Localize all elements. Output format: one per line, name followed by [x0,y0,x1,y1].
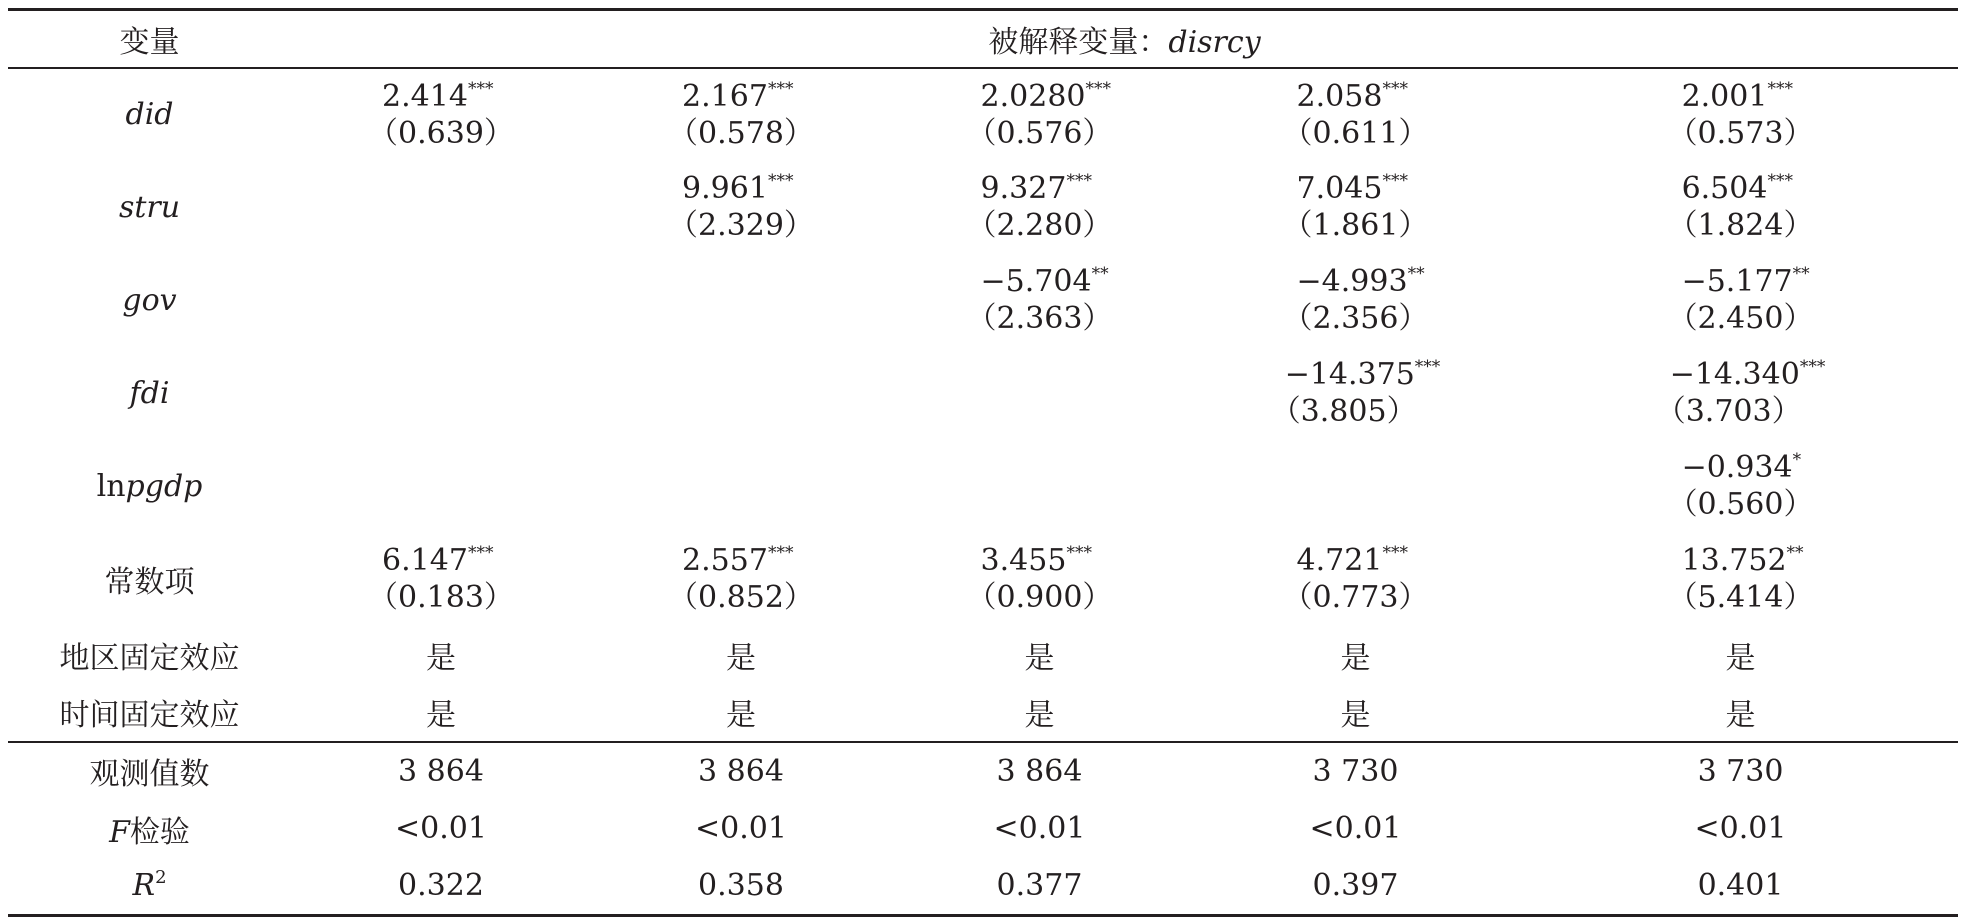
coefficient-row [8,161,1958,254]
statistic-value: 0.401 [1523,858,1958,916]
variable-name: fdi [129,375,170,411]
estimate-value: 6.147 [382,543,468,578]
estimate-line [1271,356,1441,393]
standard-error: （2.363） [966,301,1113,336]
significance-stars: *** [1085,78,1112,99]
significance-stars: *** [467,78,494,99]
estimate-block [668,170,814,244]
significance-stars: ** [1091,264,1109,284]
estimate-block [1283,542,1429,616]
standard-error: （0.576） [966,115,1113,151]
estimate-value: 6.504 [1681,171,1768,206]
significance-stars: *** [767,171,794,191]
coefficient-cell [1188,533,1523,626]
coefficient-cell [1188,440,1523,533]
statistic-symbol: R [132,868,156,904]
significance-stars: *** [1066,543,1092,563]
estimate-block [1283,263,1429,337]
significance-stars: *** [767,78,794,99]
estimate-block [967,78,1113,152]
statistic-label [8,742,291,800]
fixed-effect-value: 是 [426,640,456,676]
statistic-value: 3 864 [891,742,1188,800]
fixed-effect-value: 是 [426,698,456,733]
estimate-value: 3.455 [980,543,1067,578]
significance-stars: *** [1066,171,1092,191]
statistic-value: <0.01 [1309,811,1402,846]
estimate-block [668,542,814,616]
significance-stars: *** [1767,171,1793,191]
estimate-line [368,78,514,115]
statistic-value: 0.397 [1188,858,1523,916]
statistic-value: 3 730 [1188,742,1523,800]
estimate-value: 7.045 [1296,171,1383,206]
significance-stars: ** [1786,543,1804,563]
statistic-row [8,858,1958,916]
estimate-line [668,78,814,115]
significance-stars: ** [1407,264,1425,284]
significance-stars: *** [1382,171,1408,191]
statistic-value: 0.377 [891,858,1188,916]
fixed-effect-value: 是 [726,640,756,676]
estimate-value: 2.058 [1296,78,1383,114]
estimate-line [1668,449,1814,486]
coefficient-cell [291,161,591,254]
estimate-line [1283,263,1429,300]
coefficient-cell [891,533,1188,626]
coefficient-cell [591,254,891,347]
coefficient-row [8,533,1958,626]
estimate-line [1668,263,1814,300]
coefficient-cell [891,347,1188,440]
coefficient-cell [1188,347,1523,440]
standard-error: （2.450） [1667,301,1814,336]
standard-error: （2.329） [668,208,814,243]
header-variable-label: 变量 [8,10,291,68]
estimate-block [1668,449,1814,523]
statistic-value: <0.01 [993,811,1086,846]
significance-stars: *** [767,543,794,563]
fixed-effect-label: 时间固定效应 [59,698,240,733]
table-header [8,10,1958,68]
estimate-block [967,263,1113,337]
standard-error: （0.573） [1667,115,1814,151]
estimate-value: −5.704 [980,264,1092,299]
estimate-value: 2.0280 [980,78,1086,114]
estimate-block [368,542,514,616]
estimate-line [967,542,1113,579]
standard-error: （0.852） [668,580,814,615]
coefficient-row [8,347,1958,440]
coefficient-cell [891,440,1188,533]
coefficient-cell [291,347,591,440]
standard-error: （2.356） [1282,301,1429,336]
variable-prefix: 常数项 [104,565,195,600]
standard-error: （0.183） [368,580,514,615]
coefficient-cell [891,254,1188,347]
estimate-block [368,78,514,152]
estimate-block [967,170,1113,244]
coefficient-cell [1523,533,1958,626]
estimate-block [1271,356,1441,430]
standard-error: （1.824） [1667,208,1814,243]
estimate-line [1668,78,1814,115]
estimate-block [1668,263,1814,337]
coefficient-cell [291,440,591,533]
standard-error: （0.900） [966,580,1113,615]
statistic-value: 3 730 [1523,742,1958,800]
statistic-value: 3 864 [291,742,591,800]
estimate-line [668,542,814,579]
fixed-effect-value: 是 [1024,640,1055,676]
significance-stars: *** [467,543,494,563]
significance-stars: *** [1414,357,1441,377]
variable-label [8,533,291,626]
estimate-value: −5.177 [1681,264,1793,299]
variable-label [8,68,291,161]
statistic-value: <0.01 [1694,811,1787,846]
fixed-effect-row [8,684,1958,742]
fixed-effect-value: 是 [1340,640,1371,676]
variable-name: did [125,97,174,132]
estimate-line [967,263,1113,300]
estimate-line [1283,78,1429,115]
estimate-line [1283,170,1429,207]
estimate-value: 2.167 [682,78,768,114]
statistic-label-text: 观测值数 [89,757,210,792]
estimate-line [368,542,514,579]
estimate-line [1283,542,1429,579]
statistic-value: <0.01 [395,811,487,846]
coefficient-cell [1523,68,1958,161]
estimate-line [1668,170,1814,207]
fixed-effect-label: 地区固定效应 [59,640,240,676]
fixed-effect-value: 是 [1340,698,1371,733]
significance-stars: *** [1382,78,1408,99]
variable-label [8,347,291,440]
estimate-value: 2.414 [382,78,468,114]
coefficient-cell [591,347,891,440]
standard-error: （0.560） [1667,487,1814,522]
header-dependent-variable [291,10,1958,68]
fixed-effect-row [8,626,1958,684]
estimate-value: −14.340 [1669,357,1800,392]
significance-stars: ** [1792,264,1810,284]
dependent-variable-name: disrcy [1168,24,1261,60]
standard-error: （3.703） [1655,394,1802,429]
statistic-superscript: 2 [155,867,167,889]
significance-stars: * [1792,450,1802,470]
coefficient-cell [291,68,591,161]
coefficient-cell [1523,161,1958,254]
standard-error: （0.773） [1282,580,1429,615]
coefficient-cell [1188,68,1523,161]
estimate-block [1668,542,1814,616]
statistic-label [8,858,291,916]
statistic-row [8,800,1958,858]
coefficient-cell [291,254,591,347]
variable-name: pgdp [125,468,203,504]
standard-error: （0.611） [1282,115,1429,151]
statistic-row [8,742,1958,800]
coefficient-row [8,254,1958,347]
estimate-line [1656,356,1826,393]
estimate-value: −0.934 [1681,450,1793,485]
standard-error: （1.861） [1282,208,1429,243]
estimate-line [967,170,1113,207]
standard-error: （5.414） [1667,580,1814,615]
significance-stars: *** [1767,78,1793,99]
statistic-value: 3 864 [591,742,891,800]
estimate-block [668,78,814,152]
variable-label [8,440,291,533]
estimate-value: 2.557 [682,543,768,578]
fixed-effect-value: 是 [1024,698,1055,733]
estimate-line [668,170,814,207]
estimate-value: 4.721 [1296,543,1383,578]
estimate-value: −14.375 [1284,357,1415,392]
estimate-value: 2.001 [1681,78,1768,114]
coefficient-cell [891,68,1188,161]
coefficient-cell [591,161,891,254]
coefficient-cell [591,533,891,626]
coefficient-cell [591,440,891,533]
fixed-effect-value: 是 [1725,698,1756,733]
coefficient-cell [291,533,591,626]
variable-name: stru [118,189,181,225]
variable-label [8,254,291,347]
variable-name: gov [122,282,177,318]
standard-error: （0.578） [668,115,814,151]
estimate-block [1656,356,1826,430]
coefficient-cell [1523,254,1958,347]
variable-prefix: ln [96,468,126,504]
standard-error: （0.639） [368,115,514,151]
coefficient-cell [1188,254,1523,347]
coefficient-cell [1188,161,1523,254]
table-body [8,68,1958,916]
statistic-value: <0.01 [695,811,787,846]
estimate-value: 9.961 [682,171,768,206]
estimate-block [1283,170,1429,244]
coefficient-row [8,68,1958,161]
significance-stars: *** [1382,543,1408,563]
regression-table [8,8,1958,917]
estimate-block [1668,170,1814,244]
variable-label [8,161,291,254]
dependent-variable-prefix: 被解释变量： [988,24,1169,60]
estimate-value: 9.327 [980,171,1067,206]
statistic-value: 0.358 [591,858,891,916]
estimate-value: −4.993 [1296,264,1408,299]
statistic-label-text: 检验 [129,814,190,850]
fixed-effect-value: 是 [726,698,756,733]
standard-error: （2.280） [966,208,1113,243]
estimate-block [967,542,1113,616]
estimate-line [967,78,1113,115]
statistic-label [8,800,291,858]
estimate-block [1283,78,1429,152]
estimate-block [1668,78,1814,152]
coefficient-cell [1523,440,1958,533]
coefficient-cell [891,161,1188,254]
coefficient-row [8,440,1958,533]
standard-error: （3.805） [1270,394,1417,429]
coefficient-cell [591,68,891,161]
estimate-line [1668,542,1814,579]
coefficient-cell [1523,347,1958,440]
fixed-effect-value: 是 [1725,640,1756,676]
statistic-value: 0.322 [291,858,591,916]
significance-stars: *** [1799,357,1826,377]
statistic-symbol: F [109,814,130,850]
estimate-value: 13.752 [1681,543,1787,578]
